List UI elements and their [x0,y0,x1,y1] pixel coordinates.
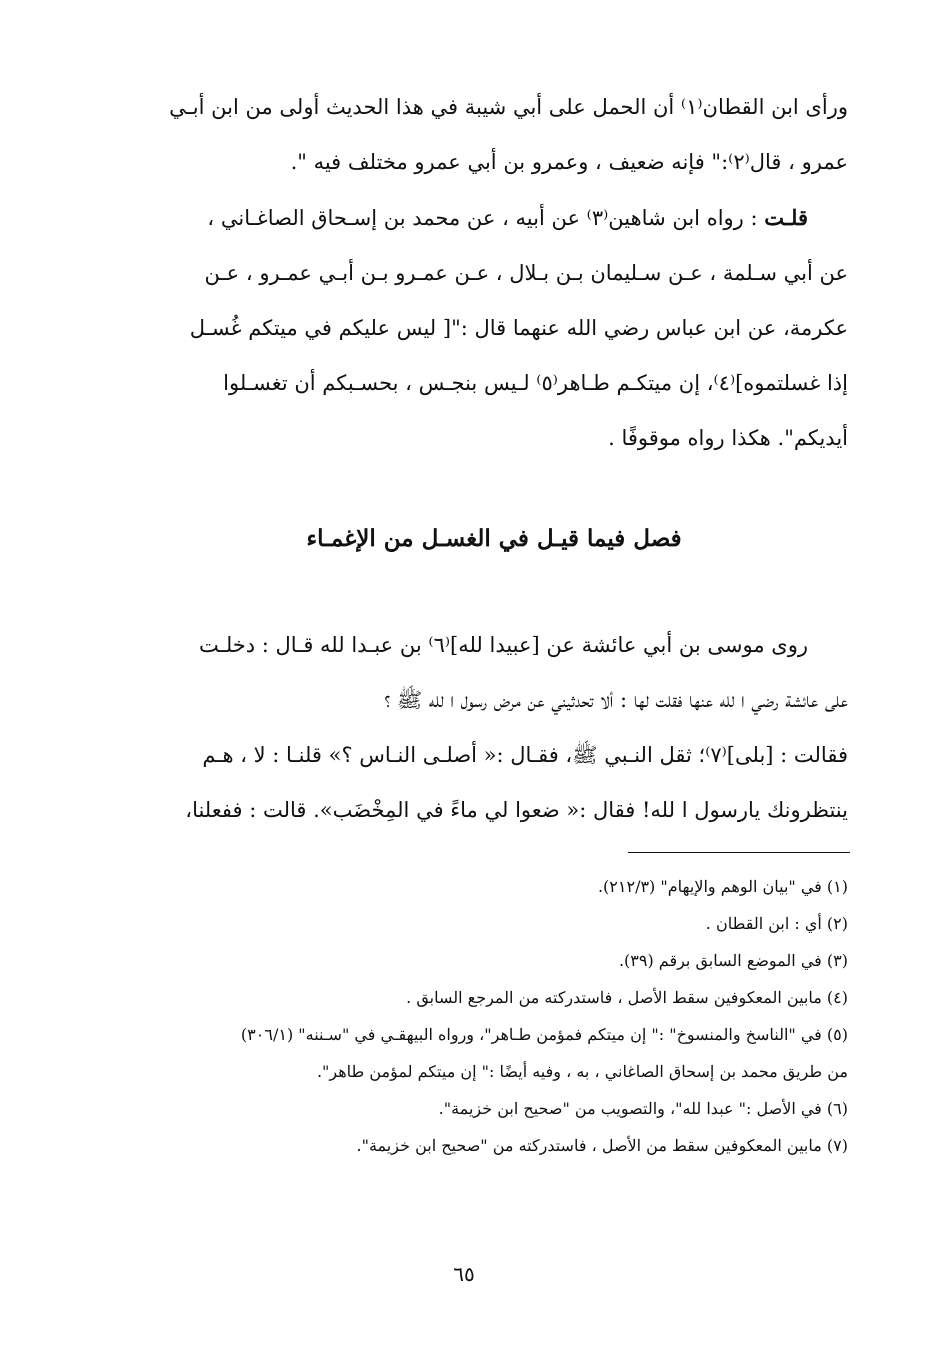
text-line: على عائشة رضي ا لله عنها فقلت لها : ألا تحدثيني عن مرض رسول ا لله ﷺ ؟ [384,688,848,712]
footnote-7: (٧) مابين المعكوفين سقط من الأصل ، فاستدركته من "صحيح ابن خزيمة". [356,1136,848,1155]
text-line: عن أبي سـلمة ، عـن سـليمان بـن بـلال ، عـن عمـرو بـن أبـي عمـرو ، عـن [204,261,848,285]
footnotes-list [132,868,848,1164]
text-line: عكرمة، عن ابن عباس رضي الله عنهما قال :"[ ليس عليكم في ميتكم غُسـل [189,316,848,340]
qult-label: قلـت [764,205,808,230]
footnote-5-continuation: من طريق محمد بن إسحاق الصاغاني ، به ، وفيه أيضًا :" إن ميتكم لمؤمن طاهر". [316,1062,848,1081]
footnote-divider [628,852,850,853]
text-line [140,190,848,246]
intro-paragraph [140,80,848,466]
text-line: ورأى ابن القطان⁽١⁾ أن الحمل على أبي شيبة في هذا الحديث أولى من ابن أبـي [169,95,848,119]
footnote-4: (٤) مابين المعكوفين سقط الأصل ، فاستدركته من المرجع السابق . [406,988,848,1007]
hadith-paragraph [140,618,848,838]
footnote-1: (١) في "بيان الوهم والإيهام" (٢١٢/٣). [597,877,848,896]
text-line: ينتظرونك يارسول ا لله! فقال :« ضعوا لي ماءً في المِخْضَب». قالت : ففعلنا، [185,798,848,822]
footnote-3: (٣) في الموضع السابق برقم (٣٩). [618,951,848,970]
qult-text: : رواه ابن شاهين⁽٣⁾ عن أبيه ، عن محمد بن إسـحاق الصاغـاني ، [207,206,765,230]
text-line: إذا غسلتموه]⁽٤⁾، إن ميتكـم طـاهر⁽٥⁾ لـيس بنجـس ، بحسـبكم أن تغسـلوا [223,371,848,395]
text-line: روى موسى بن أبي عائشة عن [عبيدا لله]⁽٦⁾ بن عبـدا لله قـال : دخلـت [199,633,808,657]
text-line: عمرو ، قال⁽٢⁾:" فإنه ضعيف ، وعمرو بن أبي عمرو مختلف فيه ". [290,150,848,174]
text-line: فقالت : [بلى]⁽٧⁾؛ ثقل النـبي ﷺ، فقـال :« أصلـى النـاس ؟» قلنـا : لا ، هـم [202,743,848,767]
page-number: ٦٥ [453,1262,475,1286]
footnote-5: (٥) في "الناسخ والمنسوخ" :" إن ميتكم فمؤمن طـاهر"، ورواه البيهقـي في "سـننه" (٣٠٦/١) [240,1025,848,1044]
footnote-6: (٦) في الأصل :" عبدا لله"، والتصويب من "صحيح ابن خزيمة". [438,1099,848,1118]
text-line: أيديكم". هكذا رواه موقوفًا . [608,426,848,450]
section-heading: فصل فيما قيـل في الغسـل من الإغمـاء [306,525,682,552]
footnote-2: (٢) أي : ابن القطان . [705,914,848,933]
